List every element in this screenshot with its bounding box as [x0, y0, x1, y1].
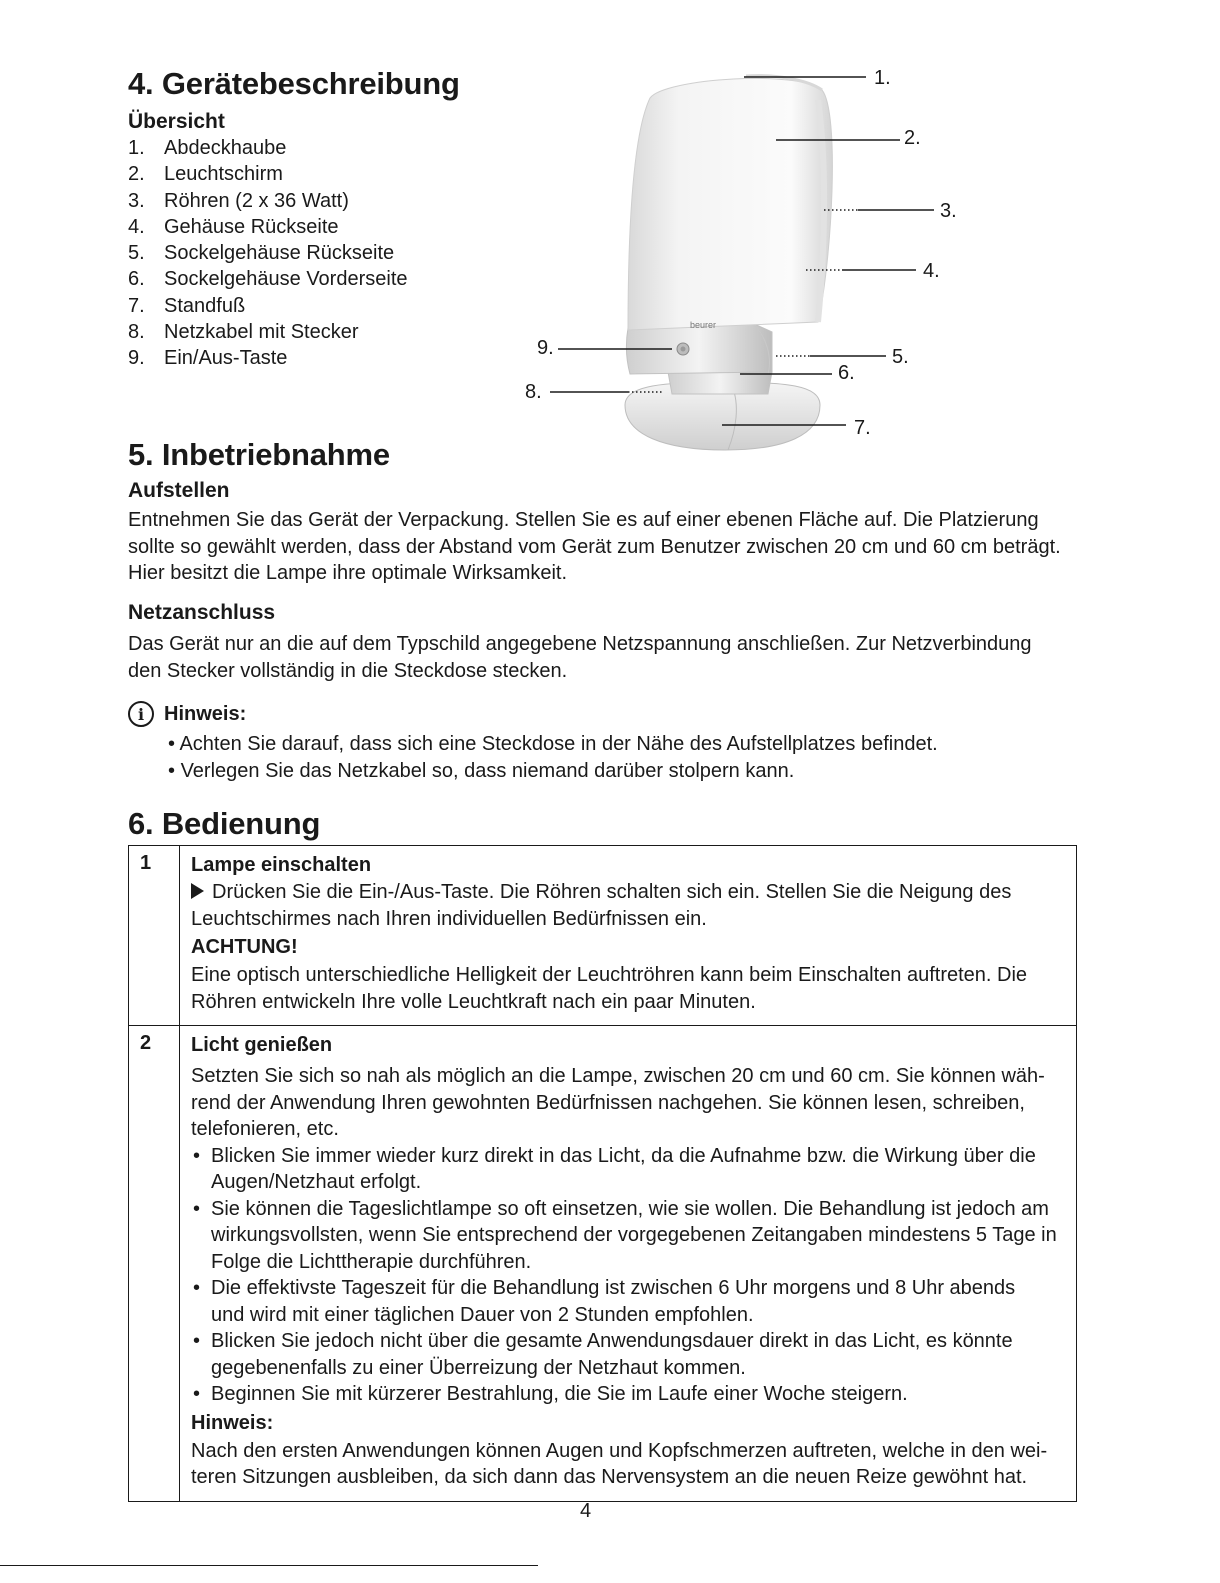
list-item: • Verlegen Sie das Netzkabel so, dass niemand darüber stolpern kann. — [168, 758, 938, 785]
callout-9: 9. — [537, 337, 554, 359]
power-heading: Netzanschluss — [128, 601, 276, 624]
callout-7: 7. — [854, 417, 871, 439]
tips-list — [191, 1143, 1066, 1408]
list-item: • Blicken Sie immer wieder kurz direkt in das Licht, da die Aufnahme bzw. die Wirkung über die Augen/Netzhaut erfolgt. — [191, 1143, 1066, 1196]
step-instruction: Drücken Sie die Ein-/Aus-Taste. Die Röhren schalten sich ein. Stellen Sie die Neigung des Leuchtschirmes nach Ihren individuellen Bedürfnissen ein. — [191, 881, 1012, 930]
step-number: 1 — [129, 846, 180, 1026]
brand-logo: beurer — [690, 320, 717, 330]
operation-table — [128, 845, 1077, 1502]
section4-subtitle: Übersicht — [128, 110, 225, 133]
setup-text: Entnehmen Sie das Gerät der Verpackung. Stellen Sie es auf einer ebenen Fläche auf. Die Platzierung sollte so gewählt werden, dass der Abstand vom Gerät zum Benutzer zwischen 20 cm und 60 cm beträgt. Hier besitzt die Lampe ihre optimale Wirksamkeit. — [128, 509, 1061, 584]
info-icon: i — [128, 701, 154, 727]
list-item: • Beginnen Sie mit kürzerer Bestrahlung, die Sie im Laufe einer Woche steigern. — [191, 1381, 1066, 1408]
note-heading: Hinweis: — [191, 1411, 274, 1434]
power-button-icon — [677, 343, 689, 355]
list-item: • Blicken Sie jedoch nicht über die gesamte Anwendungsdauer direkt in das Licht, es könnte gegebenenfalls zu einer Überreizung der Netzhaut kommen. — [191, 1328, 1066, 1381]
list-item: • Sie können die Tageslichtlampe so oft einsetzen, wie sie wollen. Die Behandlung ist jedoch am wirkungsvollsten, wenn Sie entsprechend der vorgegebenen Zeitangaben mindestens 5 Tage in Folge die Lichttherapie durchführen. — [191, 1196, 1066, 1276]
callout-3: 3. — [940, 200, 957, 222]
step-content — [180, 846, 1077, 1026]
list-item: • Die effektivste Tageszeit für die Behandlung ist zwischen 6 Uhr morgens und 8 Uhr abends und wird mit einer täglichen Dauer von 2 Stunden empfohlen. — [191, 1275, 1066, 1328]
step-number: 2 — [129, 1026, 180, 1502]
list-item: 7. Standfuß — [128, 294, 246, 317]
callout-4: 4. — [923, 260, 940, 282]
list-item: 1. Abdeckhaube — [128, 137, 287, 159]
device-diagram — [500, 60, 980, 460]
table-row — [129, 1026, 1077, 1502]
arrow-right-icon — [191, 883, 204, 899]
step-content — [180, 1026, 1077, 1502]
callout-8: 8. — [525, 381, 542, 403]
note-list — [168, 731, 938, 785]
list-item: 3. Röhren (2 x 36 Watt) — [128, 189, 349, 212]
note-heading: i Hinweis: — [128, 701, 246, 727]
list-item: 2. Leuchtschirm — [128, 163, 283, 186]
list-item: 9. Ein/Aus-Taste — [128, 347, 288, 370]
list-item: 4. Gehäuse Rückseite — [128, 215, 339, 238]
list-item: 5. Sockelgehäuse Rückseite — [128, 242, 395, 265]
step-heading: Lampe einschalten — [191, 854, 372, 876]
callout-1: 1. — [874, 67, 891, 89]
page-number: 4 — [580, 1500, 592, 1522]
note-text: Nach den ersten Anwendungen können Augen und Kopfschmerzen auftreten, welche in den wei- teren Sitzungen ausbleiben, da sich dann das Nervensystem an die neuen Reize gewöhnt hat. — [191, 1439, 1048, 1488]
parts-list — [128, 135, 408, 372]
power-text: Das Gerät nur an die auf dem Typschild angegebene Netzspannung anschließen. Zur Netzverbindung den Stecker vollständig in die Steckdose stecken. — [128, 633, 1032, 682]
step-intro: Setzten Sie sich so nah als möglich an die Lampe, zwischen 20 cm und 60 cm. Sie können wäh- rend der Anwendung Ihren gewohnten Bedürfnissen nachgehen. Sie können lesen, schreiben, telefonieren, etc. — [191, 1065, 1045, 1140]
list-item: 8. Netzkabel mit Stecker — [128, 321, 359, 344]
section6-title: 6. Bedienung — [128, 806, 321, 841]
callout-5: 5. — [892, 346, 909, 368]
list-item: 6. Sockelgehäuse Vorderseite — [128, 268, 408, 291]
list-item: • Achten Sie darauf, dass sich eine Steckdose in der Nähe des Aufstellplatzes befindet. — [168, 731, 938, 758]
footer-divider — [0, 1565, 538, 1566]
step-heading: Licht genießen — [191, 1034, 333, 1056]
table-row — [129, 846, 1077, 1026]
warning-title: ACHTUNG! — [191, 936, 298, 958]
callout-2: 2. — [904, 127, 921, 149]
callout-6: 6. — [838, 362, 855, 384]
light-screen — [628, 76, 832, 330]
warning-text: Eine optisch unterschiedliche Helligkeit der Leuchtröhren kann beim Einschalten auftreten. Die Röhren entwickeln Ihre volle Leuchtkraft nach ein paar Minuten. — [191, 964, 1028, 1013]
stand-neck — [668, 372, 772, 394]
setup-heading: Aufstellen — [128, 479, 230, 502]
section5-title: 5. Inbetriebnahme — [128, 437, 390, 472]
section4-title: 4. Gerätebeschreibung — [128, 66, 460, 101]
